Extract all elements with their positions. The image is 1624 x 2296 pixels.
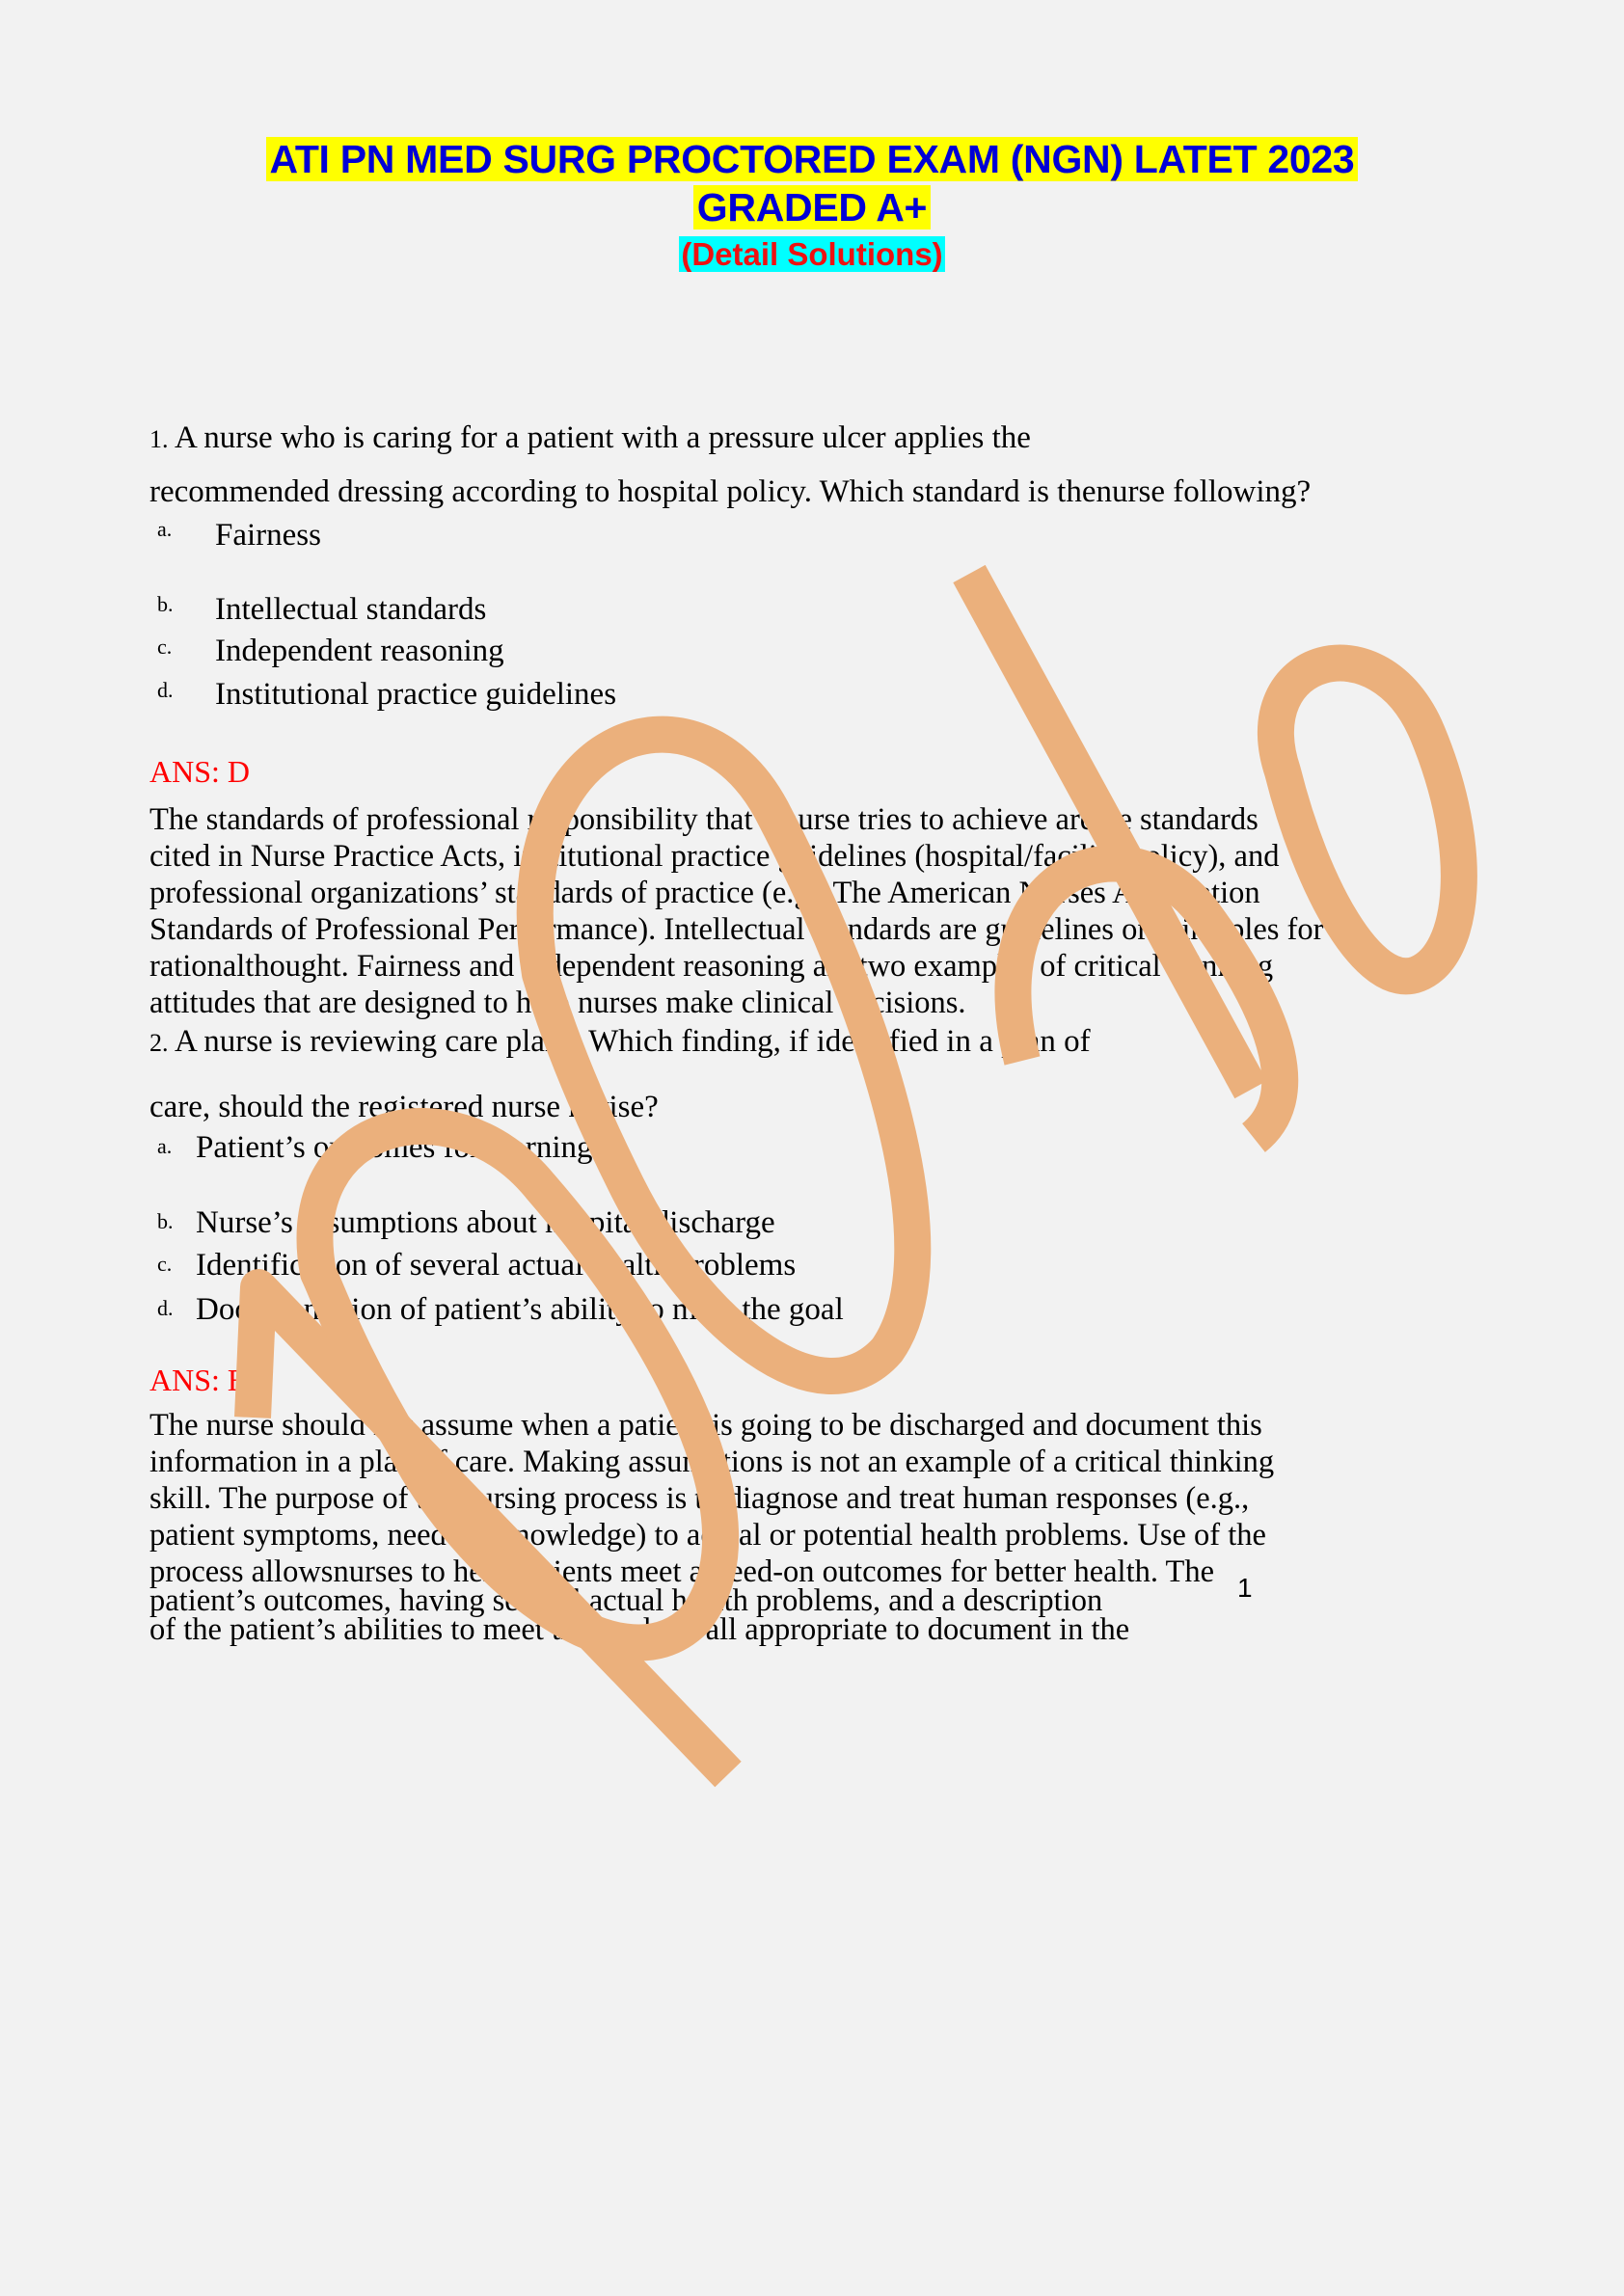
question-stem-text: A nurse who is caring for a patient with a pressure ulcer applies the xyxy=(174,420,1031,455)
question-2-stem-line-2: care, should the registered nurse revise? xyxy=(149,1090,659,1124)
option-letter: d. xyxy=(157,678,174,702)
rationale-line: skill. The purpose of the nursing process is to diagnose and treat human responses (e.g., xyxy=(149,1481,1250,1516)
option-b xyxy=(157,592,174,617)
option-b xyxy=(157,1209,174,1234)
rationale-line: The nurse should not assume when a patient is going to be discharged and document this xyxy=(149,1408,1262,1443)
document-header xyxy=(0,135,1624,278)
option-b-text: Intellectual standards xyxy=(215,592,487,627)
subtitle xyxy=(0,231,1624,278)
rationale-line: patient symptoms, need for knowledge) to actual or potential health problems. Use of the xyxy=(149,1518,1266,1553)
option-c-text: Independent reasoning xyxy=(215,634,504,668)
rationale-line: information in a plan of care. Making assumptions is not an example of a critical thinking xyxy=(149,1445,1275,1479)
question-2-stem-line-1 xyxy=(149,1022,1091,1063)
option-letter: c. xyxy=(157,635,173,659)
option-c xyxy=(157,635,172,660)
option-c-text: Identification of several actual health problems xyxy=(196,1248,797,1283)
option-d xyxy=(157,678,174,703)
rationale-line: professional organizations’ standards of practice (e.g., The American Nurses Association xyxy=(149,876,1260,910)
option-b-text: Nurse’s assumptions about hospital discharge xyxy=(196,1205,775,1240)
rationale-line: rationalthought. Fairness and independent reasoning are two examples of critical thinking xyxy=(149,949,1274,984)
option-a xyxy=(157,517,172,542)
question-number: 2. xyxy=(149,1029,169,1057)
question-1-stem-line-2: recommended dressing according to hospital policy. Which standard is thenurse following? xyxy=(149,474,1312,509)
rationale-line: of the patient’s abilities to meet the goal are all appropriate to document in the xyxy=(149,1612,1130,1647)
title-text-1: ATI PN MED SURG PROCTORED EXAM (NGN) LATET 2023 xyxy=(266,137,1359,181)
question-number: 1. xyxy=(149,425,169,453)
title-line-2 xyxy=(0,183,1624,231)
option-letter: a. xyxy=(157,517,173,541)
title-text-2: GRADED A+ xyxy=(693,185,931,230)
option-letter: b. xyxy=(157,592,174,616)
option-a xyxy=(157,1134,172,1159)
rationale-line: process allowsnurses to help patients meet agreed-on outcomes for better health. The xyxy=(149,1554,1215,1589)
option-a-text: Patient’s outcomes for learning xyxy=(196,1130,593,1165)
option-letter: b. xyxy=(157,1209,174,1233)
option-d-text: Institutional practice guidelines xyxy=(215,677,617,712)
option-letter: a. xyxy=(157,1134,173,1158)
option-letter: d. xyxy=(157,1296,174,1320)
rationale-line: cited in Nurse Practice Acts, institutional practice guidelines (hospital/facility policy), and xyxy=(149,839,1280,874)
option-d xyxy=(157,1296,174,1321)
title-line-1 xyxy=(0,135,1624,183)
answer-label: ANS: D xyxy=(149,754,251,789)
question-stem-text: A nurse is reviewing care plans. Which finding, if identified in a plan of xyxy=(174,1024,1091,1059)
option-c xyxy=(157,1252,172,1277)
answer-label: ANS: B xyxy=(149,1363,249,1397)
option-d-text: Documentation of patient’s ability to meet the goal xyxy=(196,1292,844,1327)
question-1-stem-line-1 xyxy=(149,419,1031,459)
rationale-line: patient’s outcomes, having several actual health problems, and a description xyxy=(149,1583,1103,1618)
option-a-text: Fairness xyxy=(215,518,321,553)
rationale-line: The standards of professional responsibility that a nurse tries to achieve arethe standards xyxy=(149,802,1259,837)
option-letter: c. xyxy=(157,1252,173,1276)
subtitle-text: (Detail Solutions) xyxy=(681,236,943,272)
rationale-line: Standards of Professional Performance). Intellectual standards are guidelines or principles for xyxy=(149,912,1324,947)
page-number: 1 xyxy=(1237,1573,1253,1603)
rationale-line: attitudes that are designed to help nurses make clinical decisions. xyxy=(149,986,966,1020)
